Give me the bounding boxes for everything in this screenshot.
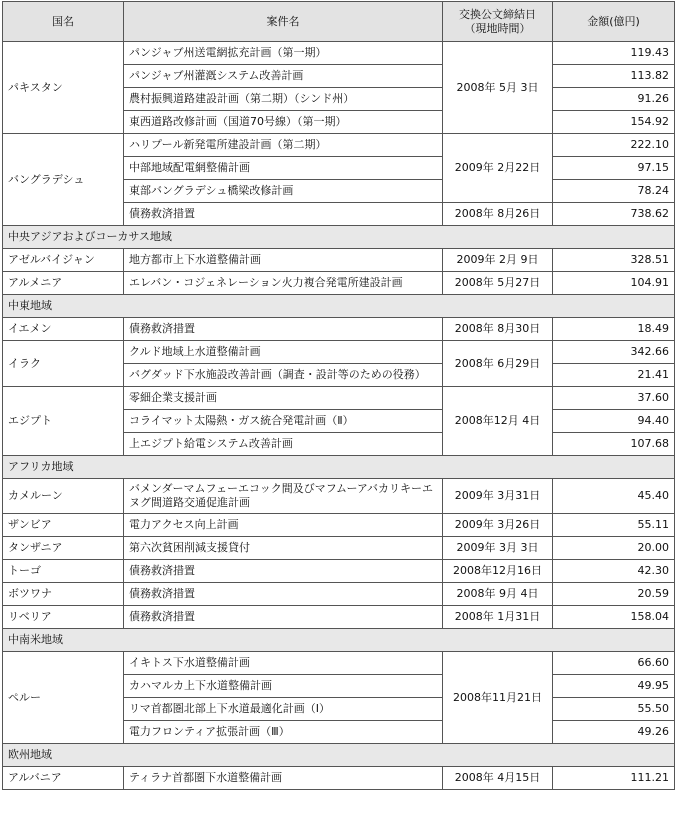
project-cell: 電力アクセス向上計画 — [124, 514, 443, 537]
amount-cell: 222.10 — [553, 134, 675, 157]
date-cell: 2008年12月 4日 — [443, 387, 553, 456]
header-date-line2: （現地時間） — [464, 21, 531, 35]
table-row — [3, 652, 675, 675]
table-row — [3, 318, 675, 341]
country-cell: イラク — [3, 341, 124, 387]
table-row — [3, 767, 675, 790]
date-cell: 2008年 8月26日 — [443, 203, 553, 226]
date-cell: 2008年 5月27日 — [443, 272, 553, 295]
amount-cell: 91.26 — [553, 88, 675, 111]
header-project: 案件名 — [124, 2, 443, 42]
project-cell: リマ首都圏北部上下水道最適化計画（Ⅰ） — [124, 698, 443, 721]
amount-cell: 78.24 — [553, 180, 675, 203]
project-cell: 第六次貧困削減支援貸付 — [124, 537, 443, 560]
region-row — [3, 295, 675, 318]
amount-cell: 45.40 — [553, 479, 675, 514]
region-label: 中南米地域 — [3, 629, 675, 652]
project-cell: 債務救済措置 — [124, 560, 443, 583]
header-amount: 金額(億円) — [553, 2, 675, 42]
amount-cell: 328.51 — [553, 249, 675, 272]
amount-cell: 66.60 — [553, 652, 675, 675]
project-cell: エレバン・コジェネレーション火力複合発電所建設計画 — [124, 272, 443, 295]
amount-cell: 154.92 — [553, 111, 675, 134]
date-cell: 2009年 2月 9日 — [443, 249, 553, 272]
country-cell: アルバニア — [3, 767, 124, 790]
amount-cell: 342.66 — [553, 341, 675, 364]
header-country: 国名 — [3, 2, 124, 42]
project-cell: 東西道路改修計画（国道70号線）（第一期） — [124, 111, 443, 134]
table-row — [3, 341, 675, 364]
date-cell: 2009年 2月22日 — [443, 134, 553, 203]
amount-cell: 158.04 — [553, 606, 675, 629]
country-cell: エジプト — [3, 387, 124, 456]
region-row — [3, 456, 675, 479]
date-cell: 2008年 6月29日 — [443, 341, 553, 387]
amount-cell: 37.60 — [553, 387, 675, 410]
date-cell: 2009年 3月 3日 — [443, 537, 553, 560]
table-row — [3, 479, 675, 514]
country-cell: タンザニア — [3, 537, 124, 560]
amount-cell: 119.43 — [553, 42, 675, 65]
project-cell: 債務救済措置 — [124, 583, 443, 606]
project-cell: 地方都市上下水道整備計画 — [124, 249, 443, 272]
table-row — [3, 606, 675, 629]
project-cell: 債務救済措置 — [124, 318, 443, 341]
date-cell: 2008年 1月31日 — [443, 606, 553, 629]
region-label: 欧州地域 — [3, 744, 675, 767]
project-cell: クルド地域上水道整備計画 — [124, 341, 443, 364]
country-cell: バングラデシュ — [3, 134, 124, 226]
region-label: アフリカ地域 — [3, 456, 675, 479]
project-cell: コライマット太陽熱・ガス統合発電計画（Ⅱ） — [124, 410, 443, 433]
date-cell: 2008年 5月 3日 — [443, 42, 553, 134]
country-cell: リベリア — [3, 606, 124, 629]
loan-agreements-table — [2, 1, 675, 790]
project-cell: 農村振興道路建設計画（第二期）（シンド州） — [124, 88, 443, 111]
amount-cell: 94.40 — [553, 410, 675, 433]
date-cell: 2008年11月21日 — [443, 652, 553, 744]
amount-cell: 111.21 — [553, 767, 675, 790]
region-label: 中東地域 — [3, 295, 675, 318]
header-date — [443, 2, 553, 42]
table-row — [3, 249, 675, 272]
amount-cell: 107.68 — [553, 433, 675, 456]
amount-cell: 20.00 — [553, 537, 675, 560]
table-header-row — [3, 2, 675, 42]
country-cell: カメルーン — [3, 479, 124, 514]
project-cell: カハマルカ上下水道整備計画 — [124, 675, 443, 698]
project-cell: 東部バングラデシュ橋梁改修計画 — [124, 180, 443, 203]
region-row — [3, 629, 675, 652]
project-cell: ティラナ首都圏下水道整備計画 — [124, 767, 443, 790]
project-cell: パンジャブ州灌漑システム改善計画 — [124, 65, 443, 88]
country-cell: ザンビア — [3, 514, 124, 537]
date-cell: 2008年 9月 4日 — [443, 583, 553, 606]
table-row — [3, 537, 675, 560]
project-cell: パンジャブ州送電網拡充計画（第一期） — [124, 42, 443, 65]
project-cell: 上エジプト給電システム改善計画 — [124, 433, 443, 456]
date-cell: 2008年 4月15日 — [443, 767, 553, 790]
date-cell: 2008年12月16日 — [443, 560, 553, 583]
amount-cell: 18.49 — [553, 318, 675, 341]
project-cell: バメンダーマムフェーエコック間及びマフムーアバカリキーエヌグ間道路交通促進計画 — [124, 479, 443, 514]
amount-cell: 49.26 — [553, 721, 675, 744]
table-row — [3, 42, 675, 65]
table-row — [3, 134, 675, 157]
project-cell: 債務救済措置 — [124, 606, 443, 629]
country-cell: アゼルバイジャン — [3, 249, 124, 272]
amount-cell: 738.62 — [553, 203, 675, 226]
country-cell: ペルー — [3, 652, 124, 744]
project-cell: 電力フロンティア拡張計画（Ⅲ） — [124, 721, 443, 744]
region-label: 中央アジアおよびコーカサス地域 — [3, 226, 675, 249]
amount-cell: 21.41 — [553, 364, 675, 387]
amount-cell: 42.30 — [553, 560, 675, 583]
table-row — [3, 272, 675, 295]
project-cell: 中部地域配電網整備計画 — [124, 157, 443, 180]
country-cell: アルメニア — [3, 272, 124, 295]
date-cell: 2008年 8月30日 — [443, 318, 553, 341]
date-cell: 2009年 3月26日 — [443, 514, 553, 537]
table-row — [3, 514, 675, 537]
table-row — [3, 387, 675, 410]
project-cell: バグダッド下水施設改善計画（調査・設計等のための役務） — [124, 364, 443, 387]
amount-cell: 49.95 — [553, 675, 675, 698]
amount-cell: 20.59 — [553, 583, 675, 606]
country-cell: パキスタン — [3, 42, 124, 134]
country-cell: イエメン — [3, 318, 124, 341]
project-cell: 債務救済措置 — [124, 203, 443, 226]
amount-cell: 55.50 — [553, 698, 675, 721]
project-cell: ハリプール新発電所建設計画（第二期） — [124, 134, 443, 157]
amount-cell: 55.11 — [553, 514, 675, 537]
amount-cell: 97.15 — [553, 157, 675, 180]
country-cell: ボツワナ — [3, 583, 124, 606]
header-date-line1: 交換公文締結日 — [459, 7, 536, 21]
country-cell: トーゴ — [3, 560, 124, 583]
table-body — [3, 42, 675, 790]
region-row — [3, 226, 675, 249]
table-row — [3, 583, 675, 606]
project-cell: イキトス下水道整備計画 — [124, 652, 443, 675]
date-cell: 2009年 3月31日 — [443, 479, 553, 514]
table-row — [3, 560, 675, 583]
amount-cell: 113.82 — [553, 65, 675, 88]
region-row — [3, 744, 675, 767]
project-cell: 零細企業支援計画 — [124, 387, 443, 410]
amount-cell: 104.91 — [553, 272, 675, 295]
